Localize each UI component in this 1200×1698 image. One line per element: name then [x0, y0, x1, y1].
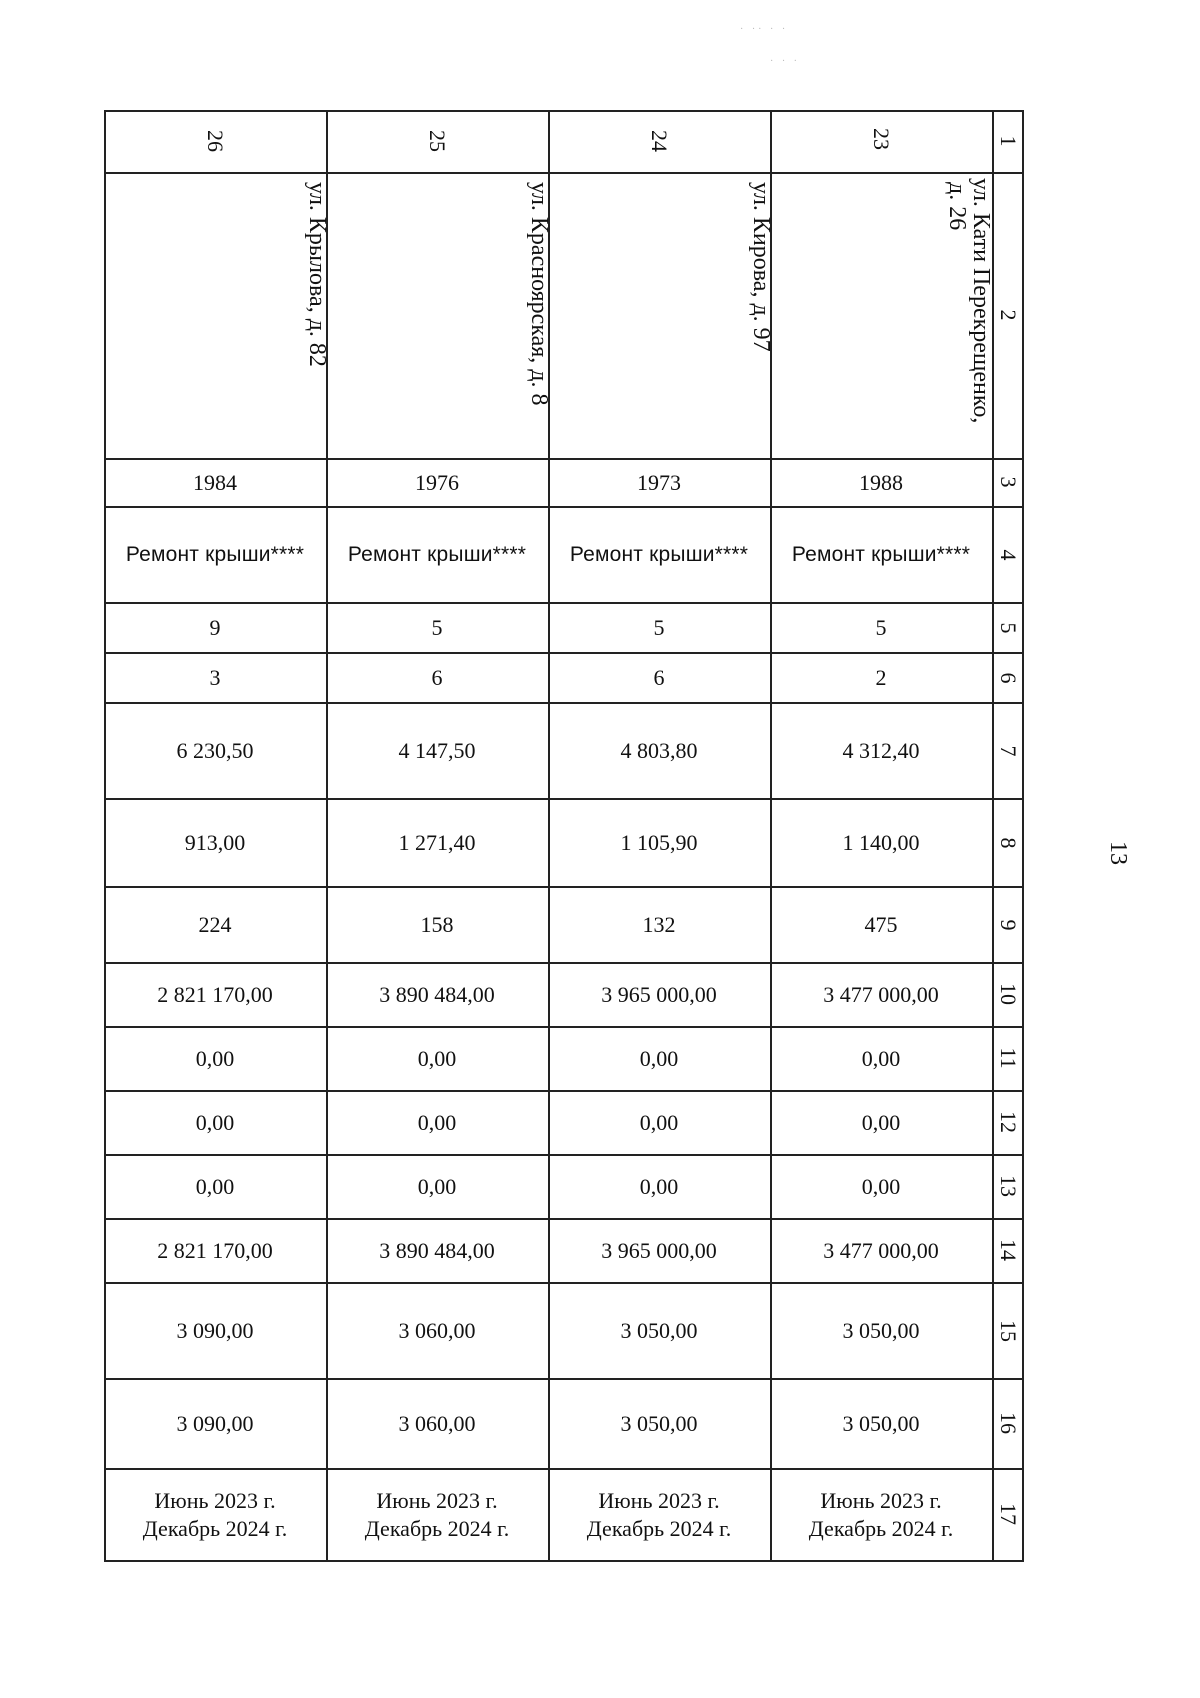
column-number: 9 [996, 919, 1021, 931]
entry-area-roof: 1 105,90 [620, 830, 698, 855]
column-number: 11 [996, 1047, 1021, 1069]
page-number: 13 [1105, 841, 1132, 865]
entry-fund-c: 0,00 [417, 1174, 457, 1199]
entry-unit-cost-limit: 3 050,00 [620, 1411, 698, 1436]
entry-fund-c: 0,00 [195, 1174, 235, 1199]
entry-number: 26 [203, 130, 228, 152]
entry-floors: 5 [875, 615, 887, 640]
entry-unit-cost-limit: 3 050,00 [842, 1411, 920, 1436]
entry-entrances: 3 [209, 665, 221, 690]
scan-artifact: · · · [770, 56, 800, 67]
entry-residents: 224 [198, 912, 232, 937]
entry-year: 1973 [637, 470, 681, 495]
period-end: Декабрь 2024 г. [364, 1516, 510, 1541]
period-start: Июнь 2023 г. [376, 1488, 498, 1513]
entry-area-roof: 1 140,00 [842, 830, 920, 855]
entry-entrances: 2 [875, 665, 887, 690]
entry-entrances: 6 [653, 665, 665, 690]
period-end: Декабрь 2024 г. [586, 1516, 732, 1541]
column-number: 2 [996, 309, 1021, 321]
entry-fund-b: 0,00 [195, 1110, 235, 1135]
entry-fund-owners: 2 821 170,00 [157, 1238, 273, 1263]
period-end: Декабрь 2024 г. [142, 1516, 288, 1541]
entry-period [770, 1470, 992, 1560]
entry-year: 1984 [193, 470, 237, 495]
entry-fund-b: 0,00 [639, 1110, 679, 1135]
entry-work-type: Ремонт крыши**** [791, 543, 971, 566]
entry-floors: 9 [209, 615, 221, 640]
entry-fund-c: 0,00 [861, 1174, 901, 1199]
entry-fund-b: 0,00 [861, 1110, 901, 1135]
entry-unit-cost-limit: 3 060,00 [398, 1411, 476, 1436]
entry-period [326, 1470, 548, 1560]
column-number: 3 [996, 476, 1021, 488]
column-number: 6 [996, 672, 1021, 684]
entry-residents: 475 [864, 912, 898, 937]
entry-work-type: Ремонт крыши**** [347, 543, 527, 566]
entry-area-total: 4 803,80 [620, 738, 698, 763]
period-start: Июнь 2023 г. [598, 1488, 720, 1513]
entry-unit-cost: 3 090,00 [176, 1318, 254, 1343]
entry-area-total: 4 312,40 [842, 738, 920, 763]
column-number: 12 [996, 1111, 1021, 1133]
entry-unit-cost: 3 060,00 [398, 1318, 476, 1343]
column-number: 15 [996, 1320, 1021, 1342]
entry-number: 24 [647, 130, 672, 152]
period-start: Июнь 2023 г. [154, 1488, 276, 1513]
entry-number: 23 [869, 128, 894, 150]
entry-work-type: Ремонт крыши**** [125, 543, 305, 566]
entry-residents: 158 [420, 912, 454, 937]
entry-fund-a: 0,00 [417, 1046, 457, 1071]
entry-address: ул. Красноярская, д. 8 [526, 182, 552, 406]
period-end: Декабрь 2024 г. [808, 1516, 954, 1541]
entry-cost-total: 3 965 000,00 [601, 982, 717, 1007]
entry-address-line1: ул. Кати Перекрещенко, [968, 178, 994, 424]
entry-fund-owners: 3 965 000,00 [601, 1238, 717, 1263]
entry-fund-a: 0,00 [639, 1046, 679, 1071]
entry-floors: 5 [431, 615, 443, 640]
entry-fund-owners: 3 477 000,00 [823, 1238, 939, 1263]
column-number: 14 [996, 1239, 1021, 1261]
entry-fund-a: 0,00 [195, 1046, 235, 1071]
entry-entrances: 6 [431, 665, 443, 690]
entry-unit-cost-limit: 3 090,00 [176, 1411, 254, 1436]
column-number: 13 [996, 1175, 1021, 1197]
entry-cost-total: 2 821 170,00 [157, 982, 273, 1007]
entry-address: ул. Крылова, д. 82 [304, 182, 330, 367]
repair-table [104, 110, 1024, 1562]
column-number: 8 [996, 837, 1021, 849]
column-number: 1 [996, 135, 1021, 147]
entry-cost-total: 3 477 000,00 [823, 982, 939, 1007]
entry-year: 1988 [859, 470, 903, 495]
column-number: 5 [996, 622, 1021, 634]
entry-area-roof: 1 271,40 [398, 830, 476, 855]
entry-address-line2: д. 26 [944, 182, 970, 231]
column-number: 10 [996, 983, 1021, 1005]
column-number: 7 [996, 745, 1021, 757]
entry-work-type: Ремонт крыши**** [569, 543, 749, 566]
entry-number: 25 [425, 130, 450, 152]
entry-area-total: 6 230,50 [176, 738, 254, 763]
entry-period [548, 1470, 770, 1560]
entry-fund-b: 0,00 [417, 1110, 457, 1135]
entry-fund-a: 0,00 [861, 1046, 901, 1071]
entry-period [104, 1470, 326, 1560]
entry-fund-owners: 3 890 484,00 [379, 1238, 495, 1263]
entry-address: ул. Кирова, д. 97 [748, 182, 774, 352]
scan-artifact: · ·· · · [740, 24, 789, 35]
column-number: 4 [996, 549, 1021, 561]
period-start: Июнь 2023 г. [820, 1488, 942, 1513]
column-number: 17 [996, 1503, 1021, 1525]
entry-cost-total: 3 890 484,00 [379, 982, 495, 1007]
entry-floors: 5 [653, 615, 665, 640]
entry-unit-cost: 3 050,00 [620, 1318, 698, 1343]
entry-unit-cost: 3 050,00 [842, 1318, 920, 1343]
entry-area-total: 4 147,50 [398, 738, 476, 763]
entry-fund-c: 0,00 [639, 1174, 679, 1199]
entry-area-roof: 913,00 [184, 830, 246, 855]
entry-residents: 132 [642, 912, 676, 937]
entry-year: 1976 [415, 470, 459, 495]
column-number: 16 [996, 1412, 1021, 1434]
